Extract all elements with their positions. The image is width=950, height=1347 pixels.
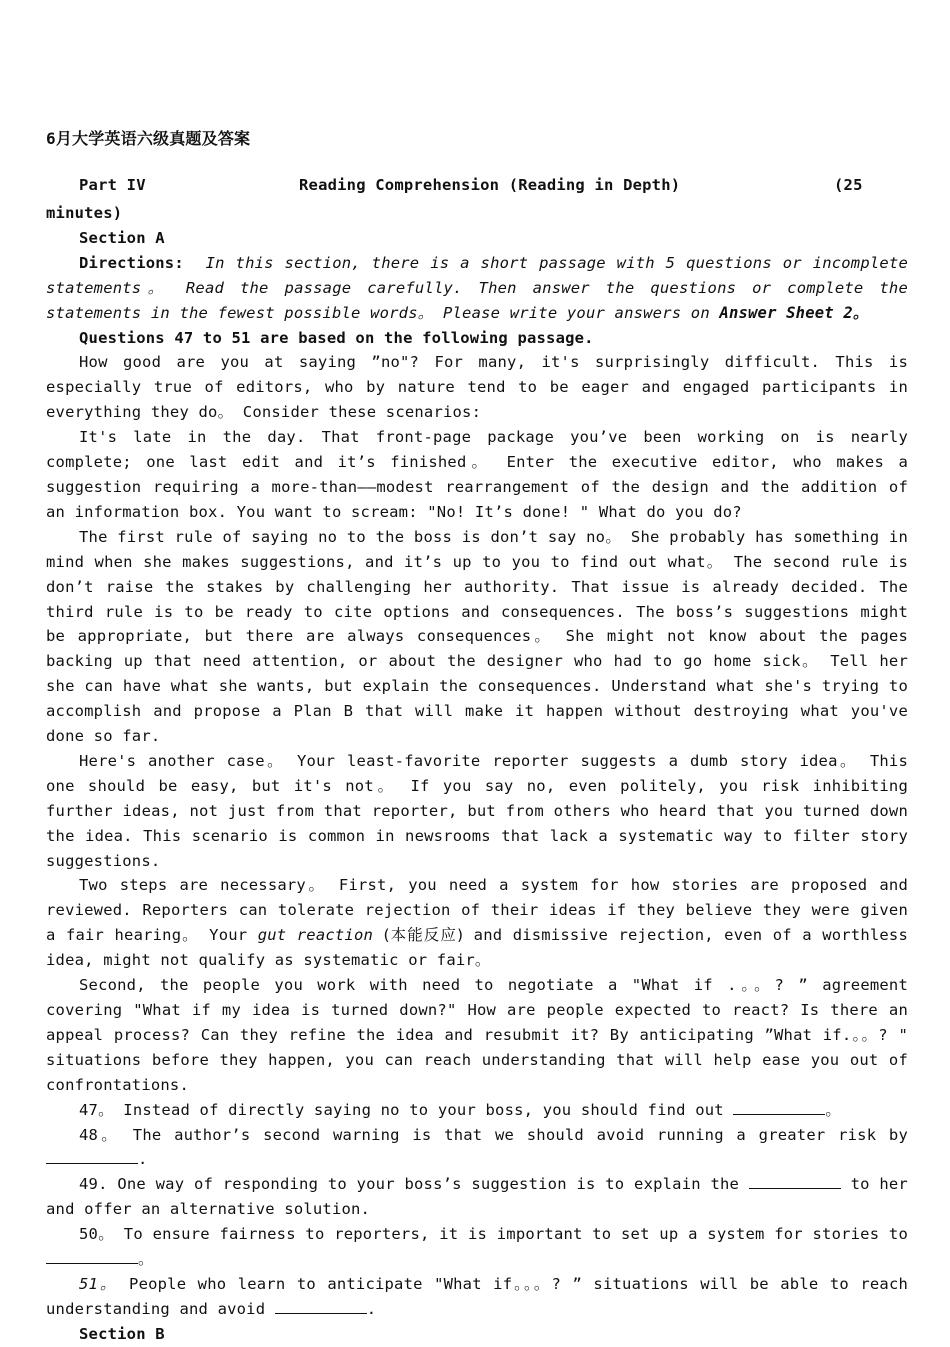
question-51-text: People who learn to anticipate "What if。。。? ” situations will be able to reach understanding and avoid: [46, 1274, 909, 1318]
passage-paragraph-1: How good are you at saying ”no"? For many, it's surprisingly difficult. This is especially true of editors, who by nature tend to be eager and engaged participants in everything they do。 Consider these scenarios:: [46, 353, 908, 422]
gut-reaction-term: gut reaction: [257, 926, 374, 945]
question-49: [46, 1172, 908, 1222]
question-49-end: to her and offer an alternative solution.: [46, 1175, 908, 1219]
document-body: [46, 201, 908, 1347]
passage-paragraph-2: It's late in the day. That front-page package you’ve been working on is nearly complete; one last edit and it’s finished。 Enter the executive editor, who makes a suggestion requiring a more-than——modest rearrangement of the design and the addition of an information box. You want to scream: "No! It’s done! " What do you do?: [46, 428, 908, 521]
directions-text: In this section, there is a short passage with 5 questions or incomplete statements。 Read the passage carefully. Then answer the questions or complete the statements in the fewest possible words。 Please write your answers on: [46, 253, 908, 322]
directions-label: Directions:: [79, 253, 184, 272]
part-time: (25: [834, 176, 863, 194]
directions-answer-sheet: Answer Sheet 2。: [719, 303, 869, 322]
question-51-number: 51。: [79, 1274, 118, 1293]
question-51: [46, 1272, 908, 1322]
question-50-text: 50。 To ensure fairness to reporters, it is important to set up a system for stories to: [79, 1225, 908, 1244]
questions-intro: Questions 47 to 51 are based on the following passage.: [79, 328, 594, 347]
question-48-end: .: [138, 1150, 148, 1169]
part-label: Part IV: [79, 176, 146, 194]
passage-paragraph-6: Second, the people you work with need to negotiate a "What if .。。? ” agreement covering "What if my idea is turned down?" How are people expected to react? Is there an appeal process? Can they refine the idea and resubmit it? By anticipating ”What if.。。? " situations before they happen, you can reach understanding that will help ease you out of confrontations.: [46, 976, 908, 1094]
answer-blank-48[interactable]: [46, 1149, 138, 1164]
answer-blank-51[interactable]: [275, 1299, 367, 1314]
question-49-text: 49. One way of responding to your boss’s suggestion is to explain the: [79, 1175, 740, 1194]
answer-blank-47[interactable]: [733, 1100, 825, 1115]
question-47-text: 47。 Instead of directly saying no to your boss, you should find out: [79, 1100, 724, 1119]
answer-blank-50[interactable]: [46, 1249, 138, 1264]
passage-paragraph-3: The first rule of saying no to the boss is don’t say no。 She probably has something in mind when she makes suggestions, and it’s up to you to find out what。 The second rule is don’t raise the stakes by challenging her authority. That issue is already decided. The third rule is to be ready to cite options and consequences. The boss’s suggestions might be appropriate, but there are always consequences。 She might not know about the pages backing up that need attention, or about the designer who had to go home sick。 Tell her she can have what she wants, but explain the consequences. Understand what she's trying to accomplish and propose a Plan B that will make it happen without destroying what you've done so far.: [46, 527, 908, 746]
passage-paragraph-5: [46, 873, 908, 973]
gut-reaction-gloss: (本能反应): [383, 926, 464, 945]
answer-blank-49[interactable]: [749, 1174, 841, 1189]
section-b-heading: Section B: [79, 1324, 165, 1343]
question-48-text: 48。 The author’s second warning is that we should avoid running a greater risk by: [79, 1125, 908, 1144]
question-50: [46, 1222, 908, 1272]
question-47: [46, 1098, 908, 1123]
paragraph-5-end: and dismissive rejection, even of a worthless idea, might not qualify as systematic or fair。: [46, 926, 908, 970]
part-time-continued: minutes): [46, 204, 123, 222]
question-50-end: 。: [138, 1250, 154, 1269]
directions: [46, 251, 908, 326]
document-title: 6月大学英语六级真题及答案: [46, 129, 251, 148]
question-47-end: 。: [825, 1100, 842, 1119]
question-51-end: .: [366, 1299, 377, 1318]
section-a-heading: Section A: [79, 228, 165, 247]
paragraph-5-start: Two steps are necessary。 First, you need a system for how stories are proposed and reviewed. Reporters can tolerate rejection of their ideas if they believe they were given a fair hearing。 Your: [46, 876, 908, 945]
passage-paragraph-4: Here's another case。 Your least-favorite reporter suggests a dumb story idea。 This one should be easy, but it's not。 If you say no, even politely, you risk inhibiting further ideas, not just from that reporter, but from others who heard that you turned down the idea. This scenario is common in newsrooms that lack a systematic way to filter story suggestions.: [46, 751, 908, 870]
question-48: [46, 1123, 908, 1173]
part-name: Reading Comprehension (Reading in Depth): [299, 176, 681, 194]
